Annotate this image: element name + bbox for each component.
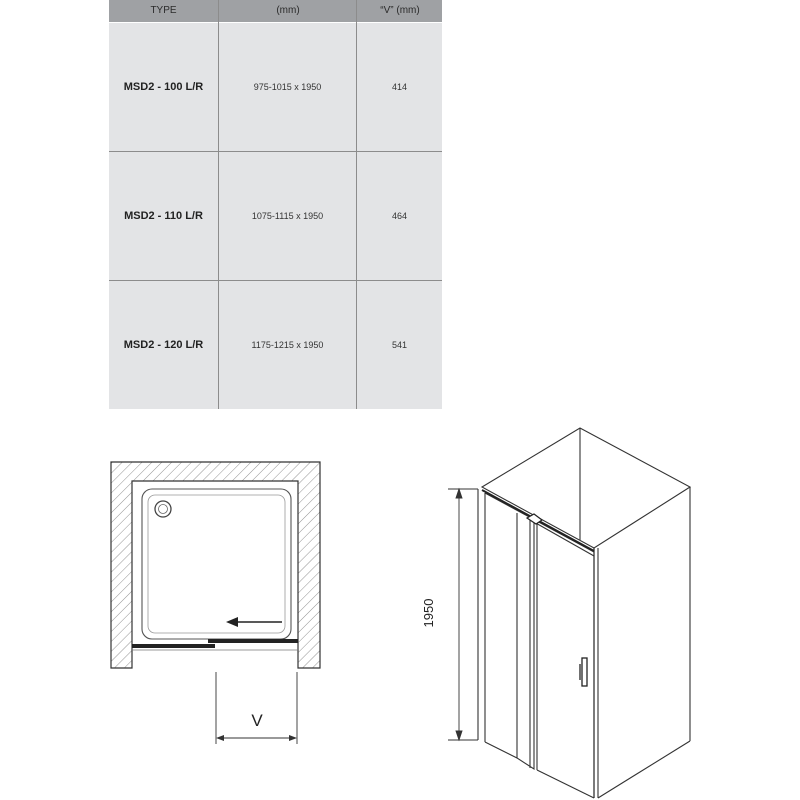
row-v: 541 (391, 340, 408, 350)
header-v: “V” (mm) (356, 0, 443, 22)
sliding-door-panels (132, 641, 298, 650)
height-dimension (448, 489, 478, 740)
row-size: 975-1015 x 1950 (253, 82, 322, 92)
enclosure-elevation (478, 428, 690, 798)
roller-rail (482, 490, 594, 551)
row-v: 464 (391, 211, 408, 221)
v-dimension (216, 672, 297, 744)
row-type: MSD2 - 110 L/R (124, 210, 203, 222)
header-dimensions: (mm) (218, 0, 357, 22)
header-type: TYPE (150, 5, 177, 16)
door-handle-icon (580, 658, 587, 686)
row-size: 1175-1215 x 1950 (251, 340, 324, 350)
row-v: 414 (391, 82, 408, 92)
row-type: MSD2 - 100 L/R (123, 81, 204, 93)
height-dimension-label: 1950 (421, 598, 436, 628)
v-dimension-label: V (251, 711, 263, 730)
drain-icon (155, 501, 171, 517)
row-size: 1075-1115 x 1950 (251, 211, 324, 221)
row-type: MSD2 - 120 L/R (123, 339, 204, 351)
